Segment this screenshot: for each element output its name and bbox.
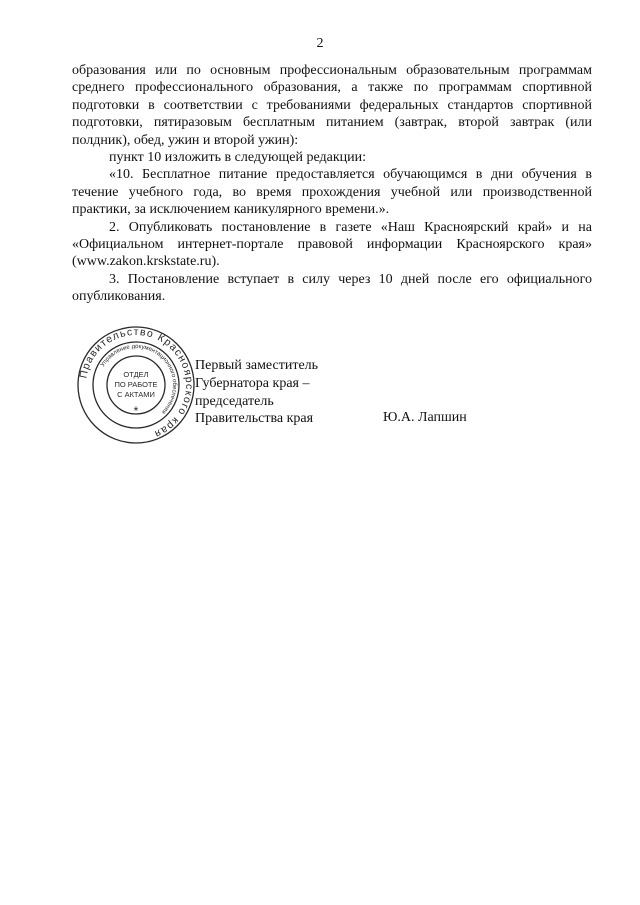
paragraph: пункт 10 изложить в следующей редакции: (109, 150, 366, 166)
stamp-center-line: С АКТАМИ (117, 390, 155, 399)
signer-title-line: Правительства края (195, 411, 314, 427)
official-stamp (76, 325, 196, 445)
signer-title-line: Первый заместитель (195, 358, 319, 373)
signer-name: Ю.А. Лапшин (383, 410, 467, 425)
stamp-center-line: ОТДЕЛ (123, 370, 149, 379)
stamp-outer-text: Правительство Красноярского края (77, 325, 196, 441)
signature-block (195, 357, 318, 428)
stamp-star: * (133, 404, 139, 418)
stamp-inner-text: Управление документационного обеспечения (100, 343, 178, 415)
page-number: 2 (316, 36, 324, 51)
document-body (72, 62, 592, 306)
paragraph: 3. Постановление вступает в силу через 10 дней после его официального опубликования. (72, 271, 592, 305)
paragraph: 2. Опубликовать постановление в газете «Наш Красноярский край» и на «Официальном интернет-портале правовой информации Красноярского края» (www.zakon.krskstate.ru). (72, 219, 592, 270)
paragraph: «10. Бесплатное питание предоставляется обучающимся в дни обучения в течение учебного года, во время прохождения учебной или производственной практики, за исключением каникулярного времени.». (72, 167, 592, 218)
paragraph: образования или по основным профессиональным образовательным программам среднего профессионального образования, а также по программам спортивной подготовки в соответствии с требованиями федеральных стандартов спортивной подготовки, пятиразовым бесплатным питанием (завтрак, второй завтрак (или полдник), обед, ужин и второй ужин): (72, 63, 592, 148)
stamp-center-line: ПО РАБОТЕ (114, 380, 158, 389)
signer-title-line: Губернатора края – (195, 375, 310, 391)
signer-title-line: председатель (195, 393, 274, 409)
